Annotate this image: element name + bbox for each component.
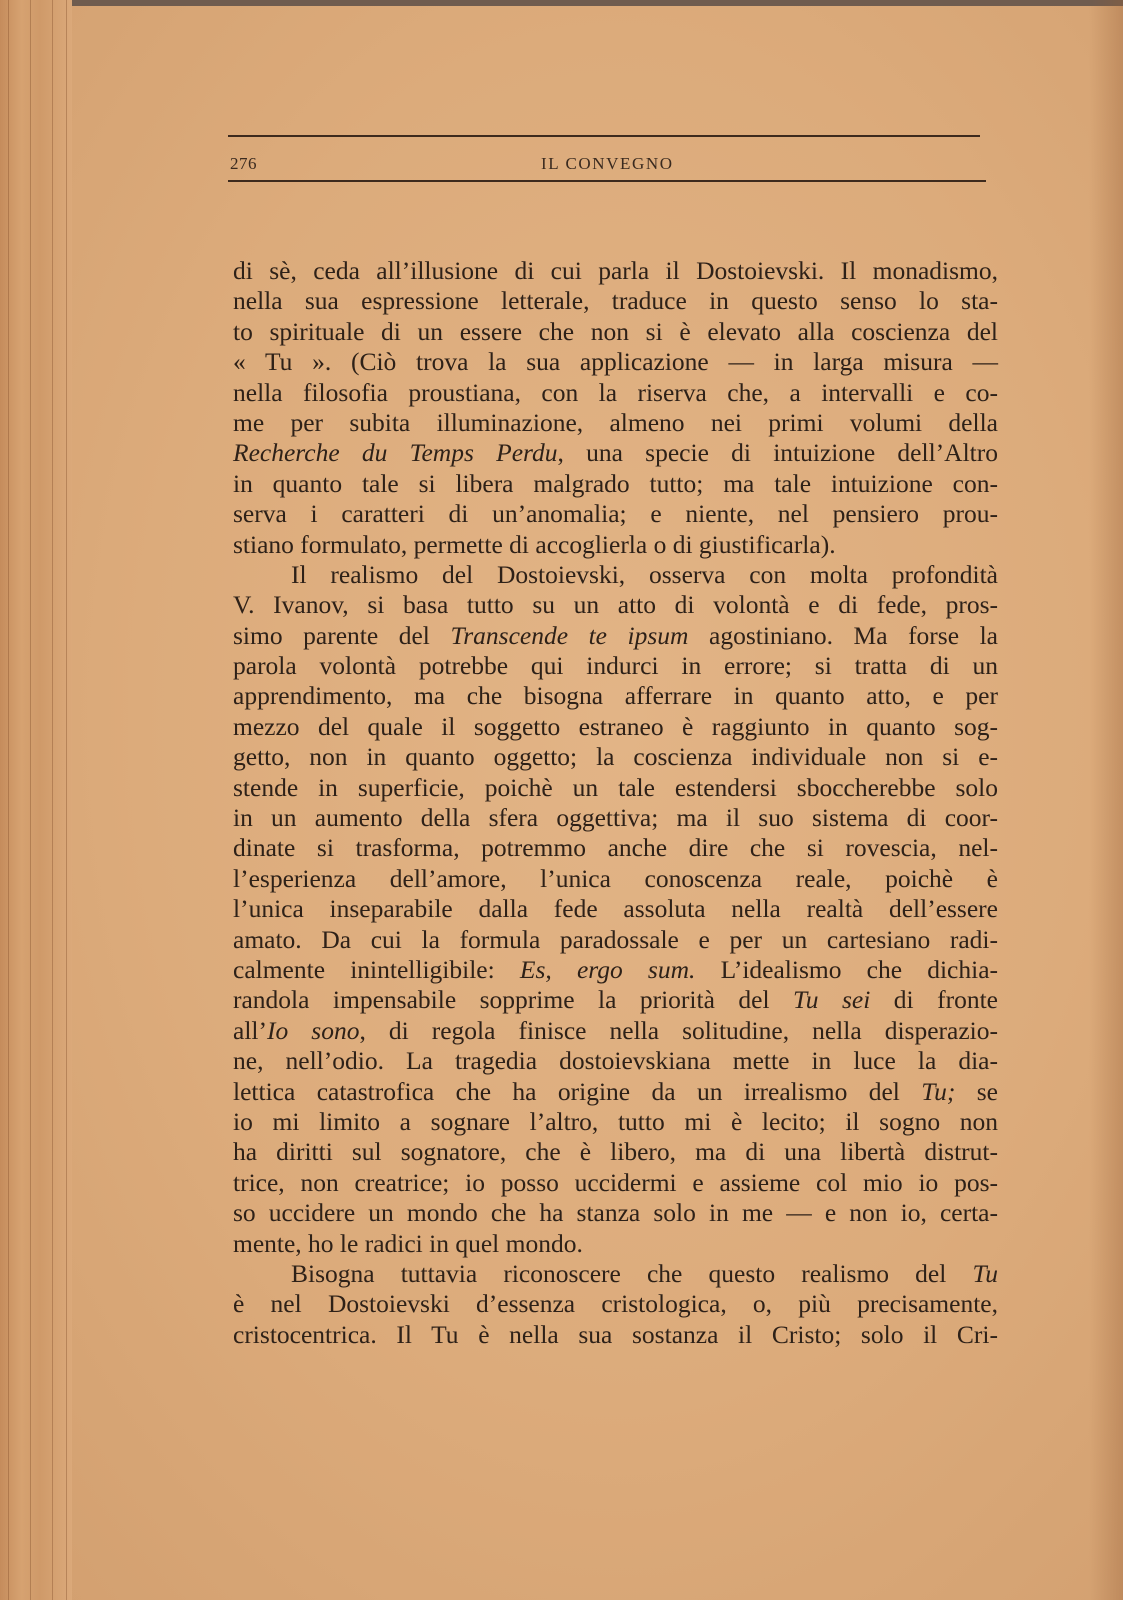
italic-text: Io sono [266, 1015, 360, 1045]
text-segment: di fronte [870, 985, 998, 1015]
text-segment: Bisogna tuttavia riconoscere che questo realismo del [291, 1258, 973, 1288]
text-line [233, 681, 998, 711]
text-segment: agostiniano. Ma forse la [688, 620, 998, 650]
text-segment: nella filosofia proustiana, con la riserva che, a intervalli e co- [233, 377, 998, 407]
text-segment: l’esperienza dell’amore, l’unica conoscenza reale, poichè è [233, 863, 998, 893]
page-edge-line [8, 0, 9, 1600]
text-segment: dinate si trasforma, potremmo anche dire che si rovescia, nel- [233, 833, 998, 863]
text-line [233, 833, 998, 863]
text-line [233, 378, 998, 408]
text-segment: V. Ivanov, si basa tutto su un atto di volontà e di fede, pros- [233, 590, 998, 620]
italic-text: Recherche du Temps Perdu [233, 438, 558, 468]
text-segment: , una specie di intuizione dell’Altro [557, 438, 998, 468]
text-segment: io mi limito a sognare l’altro, tutto mi è lecito; il sogno non [233, 1106, 998, 1136]
text-segment: amato. Da cui la formula paradossale e per un cartesiano radi- [233, 924, 998, 954]
text-segment: L’idealismo che dichia- [695, 954, 999, 984]
text-line [233, 438, 998, 468]
italic-text: Tu sei [793, 985, 871, 1015]
text-segment: stende in superficie, poichè un tale estendersi sboccherebbe solo [233, 772, 998, 802]
text-line [233, 408, 998, 438]
text-line [233, 256, 998, 286]
text-segment: cristocentrica. Il Tu è nella sua sostanza il Cristo; solo il Cri- [233, 1319, 998, 1349]
text-line [233, 803, 998, 833]
italic-text: Es, ergo sum. [519, 954, 696, 984]
text-line [233, 1137, 998, 1167]
text-segment: stiano formulato, permette di accoglierla o di giustificarla). [233, 529, 836, 559]
page-gutter-shadow [1089, 0, 1123, 1600]
text-line [233, 621, 998, 651]
text-segment: è nel Dostoievski d’essenza cristologica, o, più precisamente, [233, 1289, 998, 1319]
text-line [233, 317, 998, 347]
text-line [233, 712, 998, 742]
text-line [233, 1046, 998, 1076]
text-line [233, 347, 998, 377]
page-edge-line [66, 0, 67, 1600]
text-line [233, 1229, 998, 1259]
text-line [233, 773, 998, 803]
text-segment: apprendimento, ma che bisogna afferrare in quanto atto, e per [233, 681, 998, 711]
text-segment: calmente inintelligibile: [233, 954, 520, 984]
scan-top-border [0, 0, 1123, 6]
text-line [233, 985, 998, 1015]
stacked-page-edges [0, 0, 72, 1600]
text-segment: mente, ho le radici in quel mondo. [233, 1228, 583, 1258]
text-segment: nella sua espressione letterale, traduce in questo senso lo sta- [233, 286, 998, 316]
text-line [233, 530, 998, 560]
text-line [233, 499, 998, 529]
text-line [233, 1289, 998, 1319]
header-bottom-rule [228, 180, 986, 182]
text-line [233, 1198, 998, 1228]
text-segment: trice, non creatrice; io posso uccidermi e assieme col mio io pos- [233, 1167, 998, 1197]
text-line [233, 1168, 998, 1198]
page-edge-line [30, 0, 31, 1600]
text-segment: so uccidere un mondo che ha stanza solo in me — e non io, certa- [233, 1198, 998, 1228]
text-segment: di sè, ceda all’illusione di cui parla il Dostoievski. Il monadismo, [233, 256, 998, 285]
text-segment: me per subita illuminazione, almeno nei primi volumi della [233, 407, 998, 437]
text-segment: all’ [233, 1015, 267, 1045]
text-line [233, 1259, 998, 1289]
text-line [233, 590, 998, 620]
text-line [233, 1016, 998, 1046]
text-segment: in quanto tale si libera malgrado tutto; ma tale intuizione con- [233, 468, 998, 498]
text-segment: simo parente del [233, 620, 451, 650]
text-segment: lettica catastrofica che ha origine da un irrealismo del [233, 1076, 922, 1106]
text-line [233, 1320, 998, 1350]
text-segment: parola volontà potrebbe qui indurci in errore; si tratta di un [233, 651, 998, 681]
text-line [233, 651, 998, 681]
text-segment: getto, non in quanto oggetto; la coscienza individuale non si e- [233, 742, 998, 772]
text-line [233, 286, 998, 316]
italic-text: Tu [972, 1258, 998, 1288]
text-segment: , di regola finisce nella solitudine, nella disperazio- [359, 1015, 998, 1045]
text-segment: ha diritti sul sognatore, che è libero, ma di una libertà distrut- [233, 1137, 998, 1167]
body-text [233, 256, 998, 1350]
header-top-rule [228, 135, 980, 137]
text-segment: mezzo del quale il soggetto estraneo è raggiunto in quanto sog- [233, 711, 998, 741]
page-number: 276 [230, 154, 257, 173]
text-segment: l’unica inseparabile dalla fede assoluta nella realtà dell’essere [233, 894, 998, 924]
text-line [233, 469, 998, 499]
text-line [233, 560, 998, 590]
text-line [233, 1107, 998, 1137]
text-segment: randola impensabile sopprime la priorità del [233, 985, 793, 1015]
text-line [233, 894, 998, 924]
italic-text: Transcende te ipsum [450, 620, 689, 650]
text-segment: to spirituale di un essere che non si è elevato alla coscienza del [233, 316, 998, 346]
text-segment: « Tu ». (Ciò trova la sua applicazione — in larga misura — [233, 347, 998, 377]
text-line [233, 742, 998, 772]
text-segment: ne, nell’odio. La tragedia dostoievskiana mette in luce la dia- [233, 1046, 998, 1076]
text-segment: serva i caratteri di un’anomalia; e niente, nel pensiero prou- [233, 499, 998, 529]
text-segment: se [955, 1076, 998, 1106]
page-edge-line [52, 0, 53, 1600]
text-line [233, 864, 998, 894]
italic-text: Tu; [921, 1076, 956, 1106]
text-segment: Il realismo del Dostoievski, osserva con molta profondità [291, 559, 998, 589]
running-title: IL CONVEGNO [541, 154, 674, 173]
text-line [233, 925, 998, 955]
text-segment: in un aumento della sfera oggettiva; ma il suo sistema di coor- [233, 803, 998, 833]
text-line [233, 955, 998, 985]
text-line [233, 1077, 998, 1107]
